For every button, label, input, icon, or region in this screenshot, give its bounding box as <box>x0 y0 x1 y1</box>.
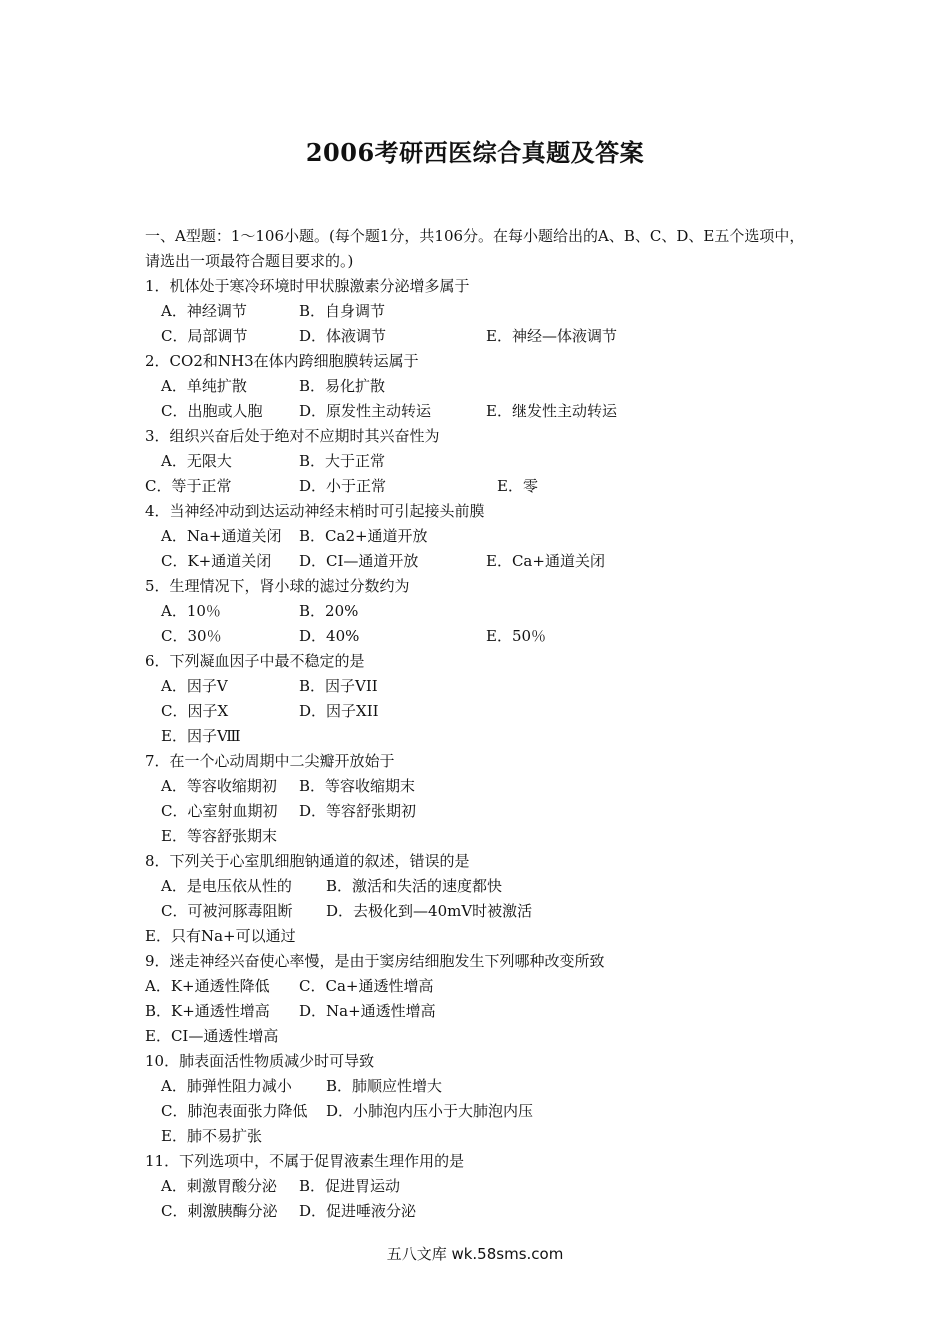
answer-option: B．易化扩散 <box>299 377 386 395</box>
answer-option: D．原发性主动转运 <box>299 402 432 420</box>
answer-option: D．Na+通透性增高 <box>299 1002 436 1020</box>
answer-option: A．是电压依从性的 <box>161 877 292 895</box>
answer-option: D．小于正常 <box>299 477 387 495</box>
option-row <box>145 874 835 899</box>
answer-option: E．等容舒张期末 <box>161 827 277 845</box>
answer-option: D．促进唾液分泌 <box>299 1202 417 1220</box>
option-row <box>145 1099 835 1124</box>
question-stem: 8．下列关于心室肌细胞钠通道的叙述，错误的是 <box>145 852 470 870</box>
answer-option: B．肺顺应性增大 <box>326 1077 443 1095</box>
answer-option: A．无限大 <box>161 452 232 470</box>
answer-option: A．肺弹性阻力减小 <box>161 1077 292 1095</box>
answer-option: D．小肺泡内压小于大肺泡内压 <box>326 1102 534 1120</box>
question-stem: 5．生理情况下，肾小球的滤过分数约为 <box>145 577 410 595</box>
option-row <box>145 774 835 799</box>
answer-option: A．Na+通道关闭 <box>161 527 282 545</box>
footer-watermark: 五八文库 wk.58sms.com <box>386 1245 564 1263</box>
answer-option: A．K+通透性降低 <box>145 977 270 995</box>
option-row <box>145 1199 835 1224</box>
answer-option: C．等于正常 <box>145 477 232 495</box>
answer-option: C．因子X <box>161 702 229 720</box>
answer-option: A．因子V <box>161 677 228 695</box>
answer-option: E．零 <box>497 477 538 495</box>
option-row <box>145 1074 835 1099</box>
option-row <box>145 699 835 724</box>
option-row <box>145 474 835 499</box>
option-row <box>145 1024 835 1049</box>
option-row <box>145 1174 835 1199</box>
answer-option: C．可被河豚毒阻断 <box>161 902 293 920</box>
answer-option: E．肺不易扩张 <box>161 1127 262 1145</box>
option-row <box>145 674 835 699</box>
answer-option: C．30％ <box>161 627 222 645</box>
option-row <box>145 524 835 549</box>
answer-option: C．Ca+通透性增高 <box>299 977 434 995</box>
option-row <box>145 974 835 999</box>
option-row <box>145 924 835 949</box>
question-stem: 2．CO2和NH3在体内跨细胞膜转运属于 <box>145 352 419 370</box>
option-row <box>145 324 835 349</box>
question-stem: 7．在一个心动周期中二尖瓣开放始于 <box>145 752 395 770</box>
answer-option: C．局部调节 <box>161 327 248 345</box>
option-row <box>145 799 835 824</box>
answer-option: B．促进胃运动 <box>299 1177 401 1195</box>
answer-option: A．等容收缩期初 <box>161 777 277 795</box>
answer-option: B．因子VII <box>299 677 378 695</box>
question-stem: 1．机体处于寒冷环境时甲状腺激素分泌增多属于 <box>145 277 470 295</box>
option-row <box>145 449 835 474</box>
answer-option: D．CI—通道开放 <box>299 552 419 570</box>
section-instruction: 一、A型题：1～106小题。(每个题1分，共106分。在每小题给出的A、B、C、D、E五个选项中， <box>145 227 805 245</box>
question-stem: 10．肺表面活性物质减少时可导致 <box>145 1052 375 1070</box>
option-row <box>145 999 835 1024</box>
page-title: 2006考研西医综合真题及答案 <box>305 138 645 167</box>
answer-option: A．神经调节 <box>161 302 247 320</box>
option-row <box>145 374 835 399</box>
answer-option: C．出胞或人胞 <box>161 402 263 420</box>
answer-option: C．刺激胰酶分泌 <box>161 1202 278 1220</box>
option-row <box>145 624 835 649</box>
option-row <box>145 599 835 624</box>
answer-option: B．Ca2+通道开放 <box>299 527 428 545</box>
question-stem: 11．下列选项中，不属于促胃液素生理作用的是 <box>145 1152 465 1170</box>
answer-option: E．只有Na+可以通过 <box>145 927 296 945</box>
question-stem: 3．组织兴奋后处于绝对不应期时其兴奋性为 <box>145 427 440 445</box>
option-row <box>145 399 835 424</box>
answer-option: C．K+通道关闭 <box>161 552 272 570</box>
option-row <box>145 899 835 924</box>
question-stem: 6．下列凝血因子中最不稳定的是 <box>145 652 365 670</box>
question-stem: 4．当神经冲动到达运动神经末梢时可引起接头前膜 <box>145 502 485 520</box>
option-row <box>145 1124 835 1149</box>
answer-option: B．自身调节 <box>299 302 386 320</box>
answer-option: B．20% <box>299 602 359 620</box>
section-instruction-cont: 请选出一项最符合题目要求的。) <box>145 252 354 270</box>
answer-option: D．体液调节 <box>299 327 387 345</box>
answer-option: B．等容收缩期末 <box>299 777 416 795</box>
answer-option: D．等容舒张期初 <box>299 802 417 820</box>
answer-option: D．40% <box>299 627 360 645</box>
answer-option: A．单纯扩散 <box>161 377 247 395</box>
option-row <box>145 724 835 749</box>
answer-option: D．因子XII <box>299 702 379 720</box>
option-row <box>145 824 835 849</box>
answer-option: E．继发性主动转运 <box>486 402 617 420</box>
answer-option: B．大于正常 <box>299 452 386 470</box>
answer-option: C．心室射血期初 <box>161 802 278 820</box>
answer-option: C．肺泡表面张力降低 <box>161 1102 308 1120</box>
question-stem: 9．迷走神经兴奋使心率慢，是由于窦房结细胞发生下列哪种改变所致 <box>145 952 605 970</box>
answer-option: A．10％ <box>161 602 221 620</box>
option-row <box>145 549 835 574</box>
answer-option: E．因子Ⅷ <box>161 727 241 745</box>
answer-option: B．K+通透性增高 <box>145 1002 270 1020</box>
answer-option: D．去极化到—40mV时被激活 <box>326 902 533 920</box>
option-row <box>145 299 835 324</box>
question-list <box>145 224 835 1224</box>
answer-option: A．刺激胃酸分泌 <box>161 1177 277 1195</box>
answer-option: E．Ca+通道关闭 <box>486 552 605 570</box>
answer-option: E．50％ <box>486 627 547 645</box>
answer-option: E．CI—通透性增高 <box>145 1027 279 1045</box>
answer-option: B．激活和失活的速度都快 <box>326 877 503 895</box>
answer-option: E．神经—体液调节 <box>486 327 617 345</box>
